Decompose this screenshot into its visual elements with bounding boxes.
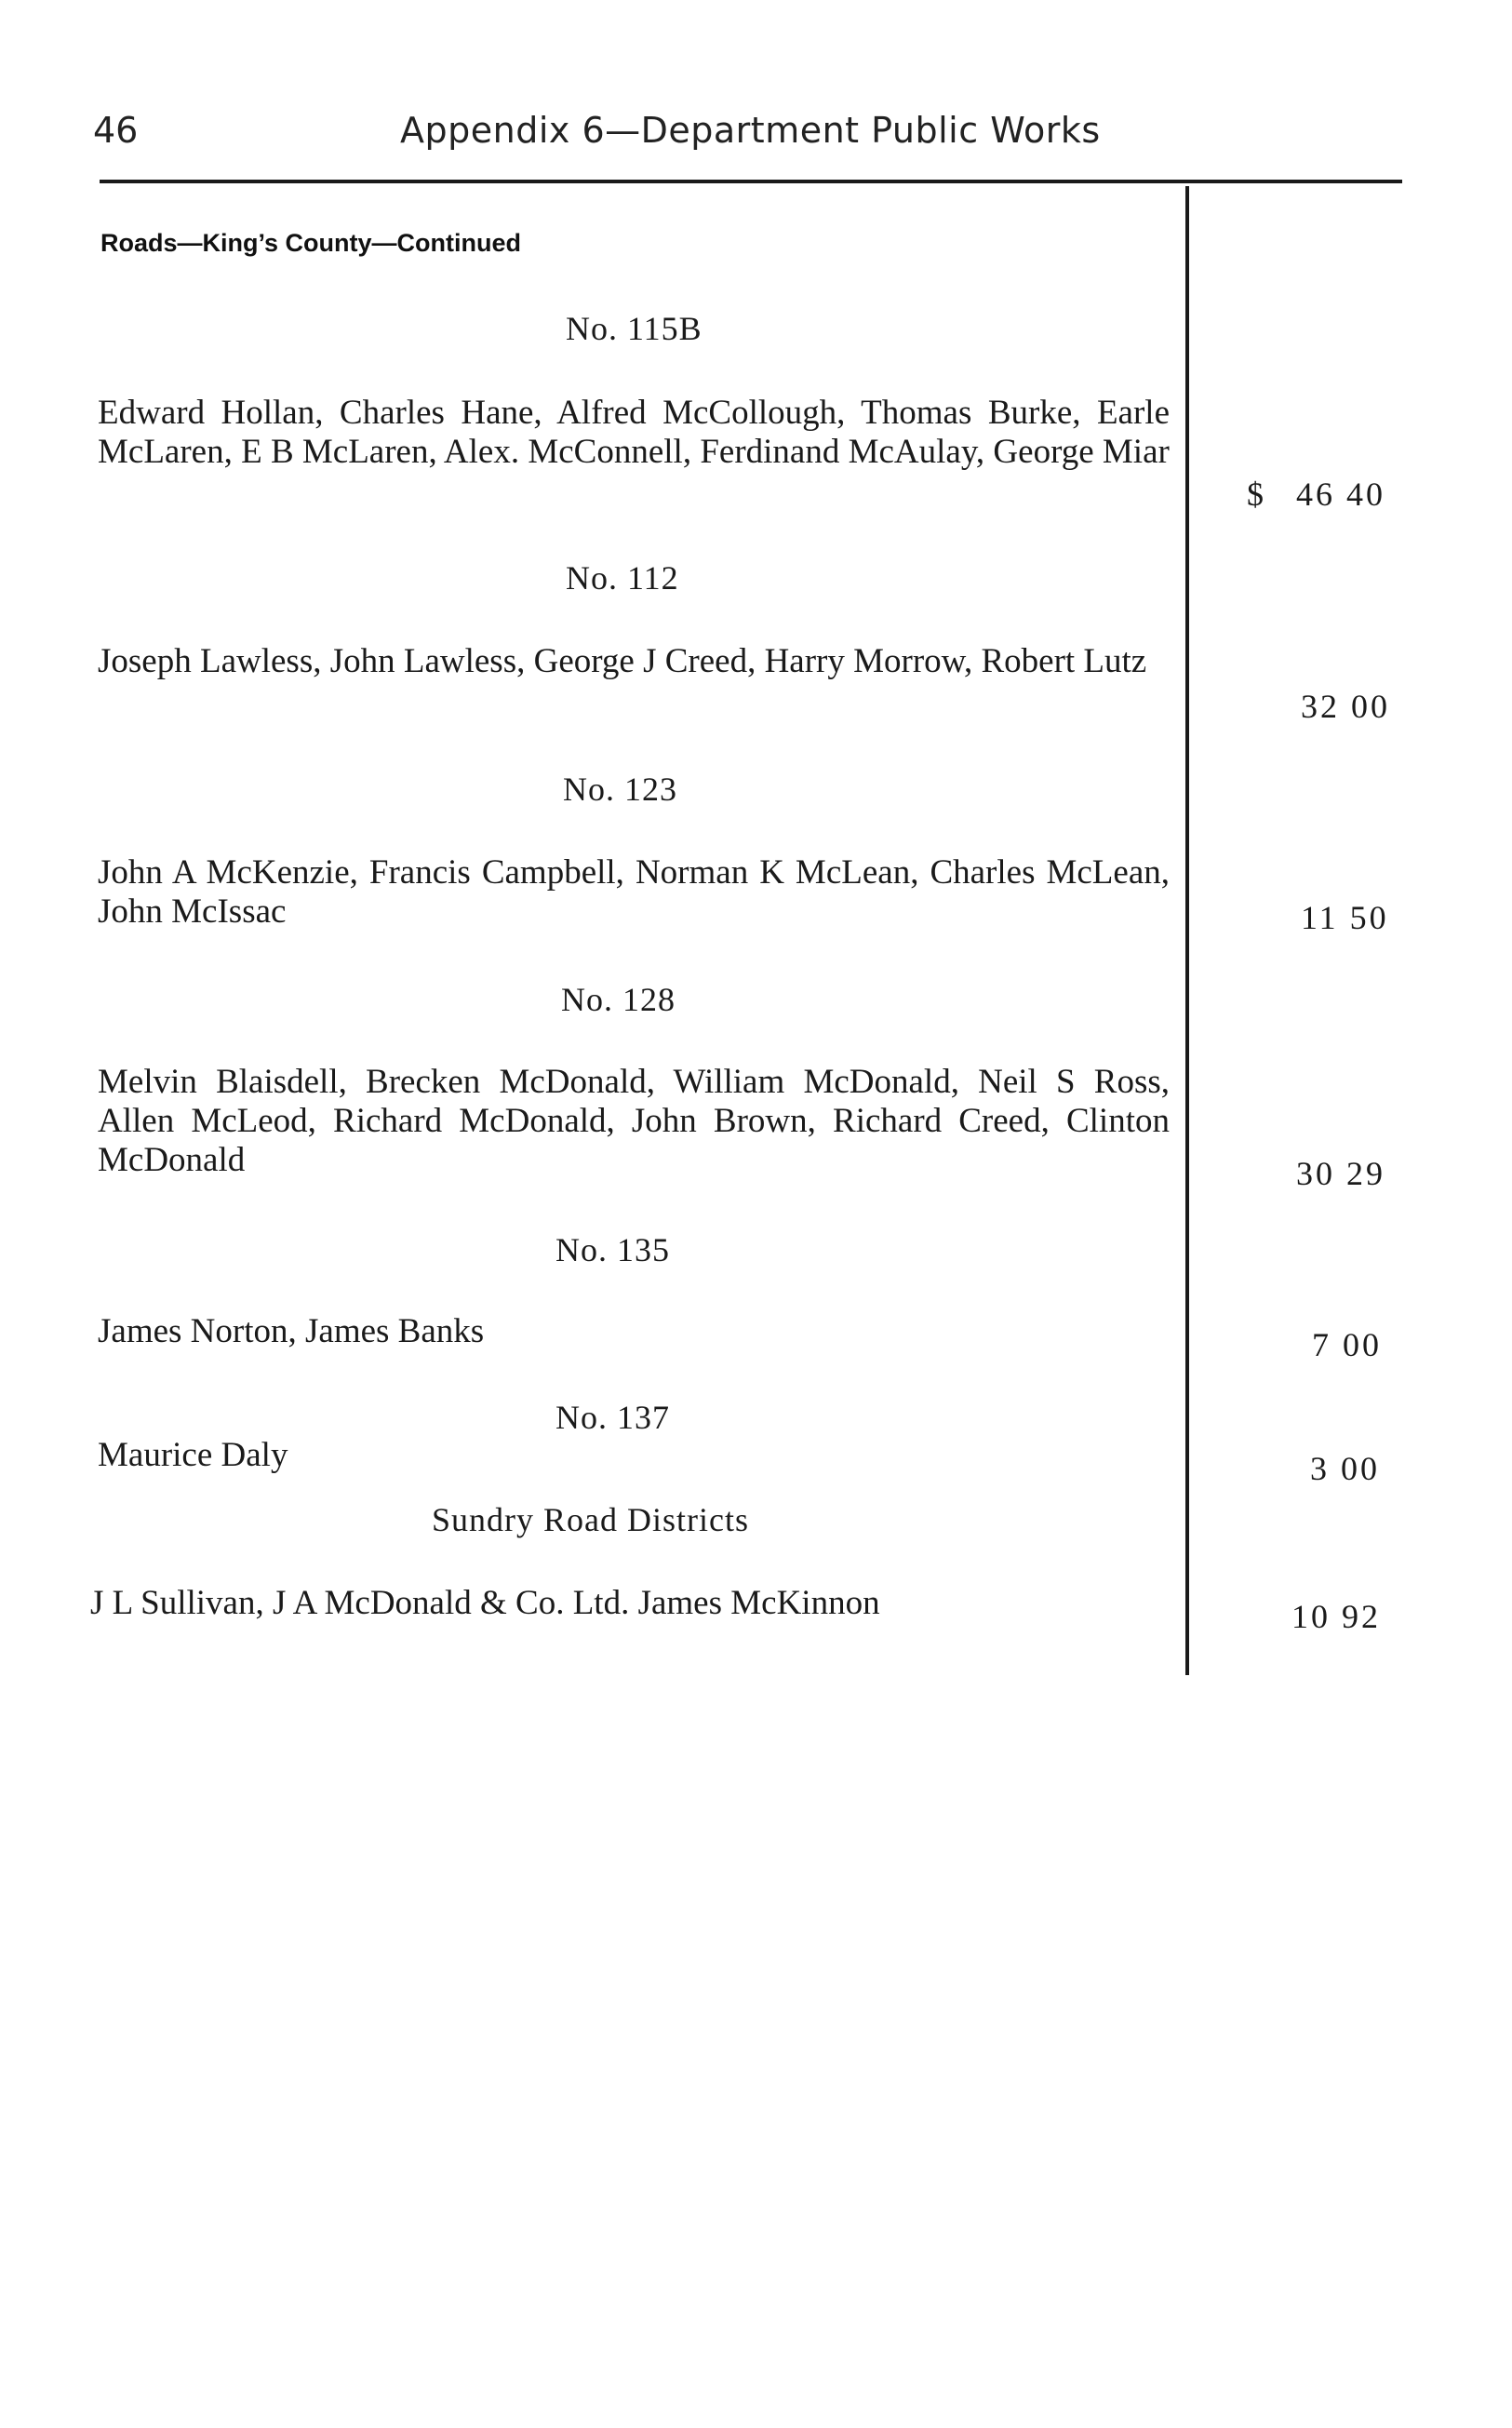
- district-title: No. 123: [563, 771, 677, 808]
- district-names: Edward Hollan, Charles Hane, Alfred McCollough, Thomas Burke, Earle McLaren, E B McLaren, Alex. McConnell, Ferdinand McAulay, George Miar: [98, 394, 1170, 471]
- district-amount: 7 00: [1312, 1326, 1382, 1363]
- district-amount: 3 00: [1310, 1450, 1380, 1487]
- district-names: J L Sullivan, J A McDonald & Co. Ltd. James McKinnon: [90, 1584, 880, 1622]
- district-names: Maurice Daly: [98, 1436, 288, 1474]
- page-header: [0, 110, 1512, 166]
- section-heading: Roads—King’s County—Continued: [100, 229, 521, 257]
- district-title: No. 128: [561, 981, 676, 1018]
- currency-symbol: $: [1247, 476, 1266, 513]
- header-rule: [100, 180, 1402, 183]
- district-amount: 10 92: [1291, 1598, 1381, 1635]
- page-number: 46: [93, 110, 139, 151]
- district-amount: 32 00: [1301, 688, 1390, 725]
- district-names: Joseph Lawless, John Lawless, George J Creed, Harry Morrow, Robert Lutz: [98, 642, 1147, 680]
- amount-value: 46 40: [1296, 476, 1385, 513]
- district-amount: 30 29: [1296, 1155, 1385, 1192]
- district-title: No. 115B: [566, 310, 702, 347]
- district-title: No. 137: [555, 1399, 670, 1436]
- district-title: No. 112: [566, 559, 679, 597]
- district-names: James Norton, James Banks: [98, 1312, 485, 1350]
- district-amount: 11 50: [1301, 899, 1389, 936]
- amount-column-rule: [1185, 186, 1189, 1675]
- district-title: Sundry Road Districts: [432, 1501, 749, 1538]
- district-title: No. 135: [555, 1231, 670, 1268]
- district-names: John A McKenzie, Francis Campbell, Norman K McLean, Charles McLean, John McIssac: [98, 853, 1170, 931]
- district-amount: [1247, 475, 1385, 514]
- district-names: Melvin Blaisdell, Brecken McDonald, William McDonald, Neil S Ross, Allen McLeod, Richard McDonald, John Brown, Richard Creed, Clinton McDonald: [98, 1063, 1170, 1179]
- running-title: Appendix 6—Department Public Works: [400, 110, 1101, 151]
